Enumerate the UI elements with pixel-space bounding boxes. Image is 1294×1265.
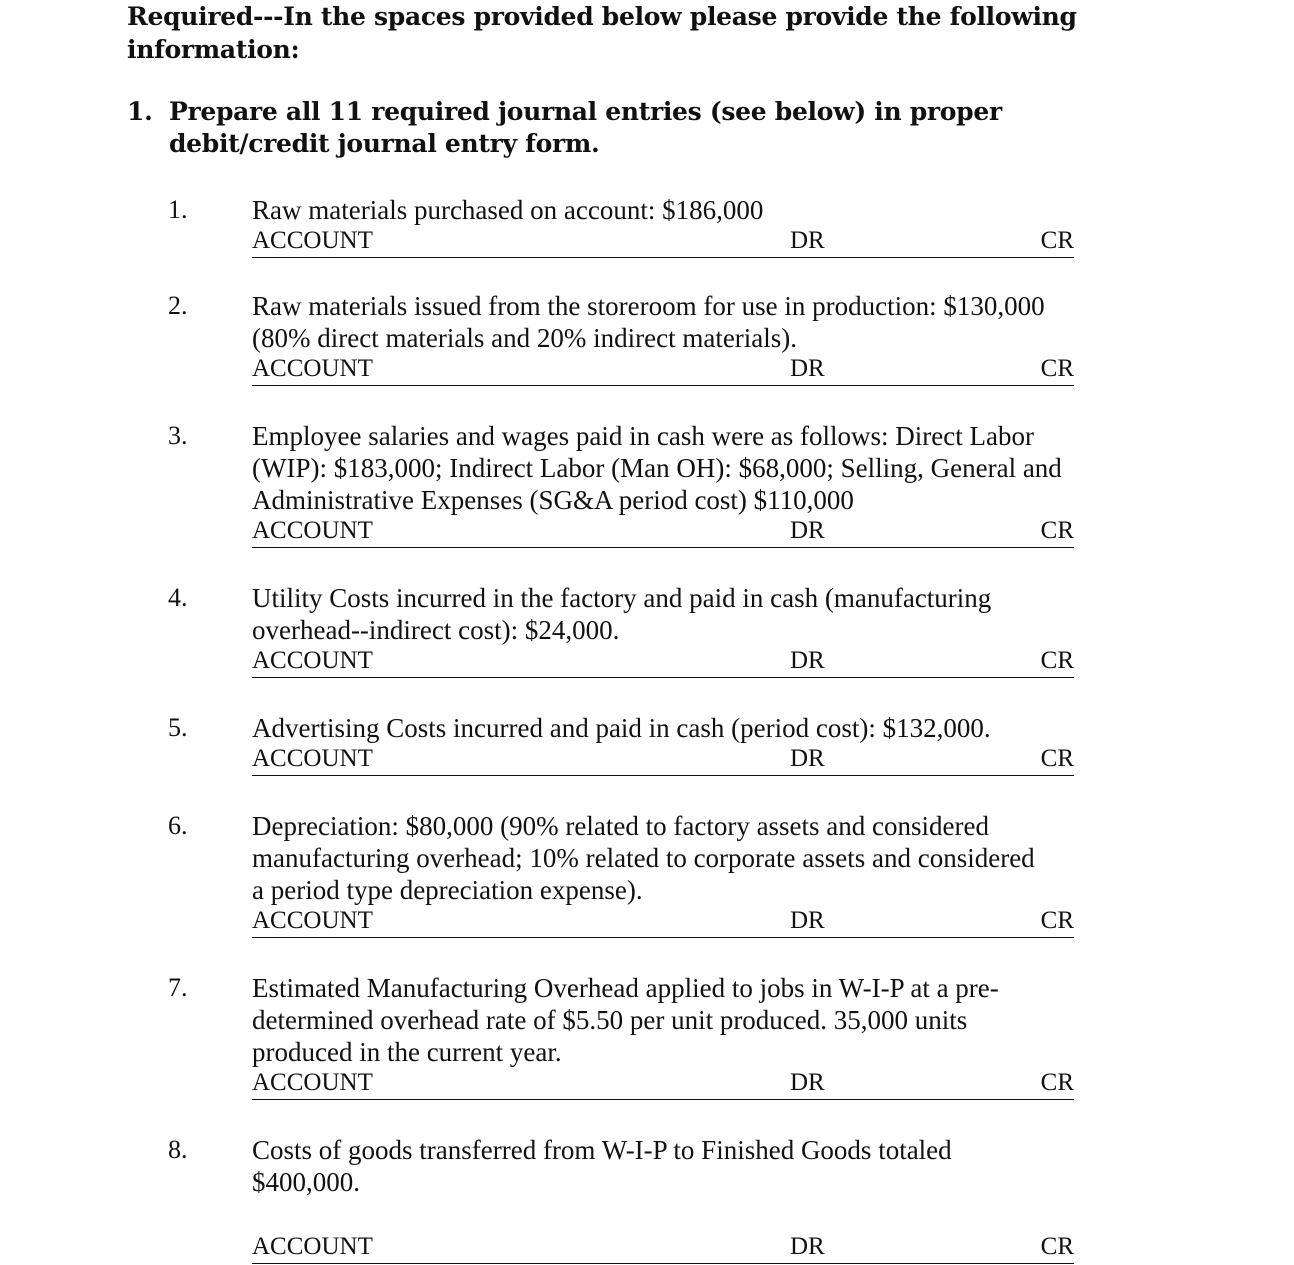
entry-description [252,194,1132,226]
credit-label: CR [1040,355,1074,382]
credit-label: CR [1040,647,1074,674]
account-label: ACCOUNT [252,647,373,674]
question-number: 1. [127,97,153,126]
entry-number: 4. [168,583,188,612]
entry-line: overhead--indirect cost): $24,000. [252,615,620,645]
account-label: ACCOUNT [252,1069,373,1096]
entry-line: Administrative Expenses (SG&A period cost) $110,000 [252,485,854,515]
question-text: Prepare all 11 required journal entries (see below) in proper debit/credit journal entry form. [169,97,1002,158]
credit-label: CR [1040,1069,1074,1096]
credit-label: CR [1040,745,1074,772]
entry-line: Employee salaries and wages paid in cash were as follows: Direct Labor [252,421,1034,451]
debit-label: DR [790,1069,825,1096]
entry-line: determined overhead rate of $5.50 per unit produced. 35,000 units [252,1005,968,1035]
credit-label: CR [1040,517,1074,544]
entry-number: 5. [168,713,188,742]
ledger-row[interactable] [252,1232,1074,1264]
debit-label: DR [790,1233,825,1260]
entry-number: 2. [168,291,188,320]
entry-description [252,712,1132,744]
account-label: ACCOUNT [252,355,373,382]
ledger-row[interactable] [252,906,1074,938]
account-label: ACCOUNT [252,745,373,772]
entry-description [252,810,1132,906]
question-1 [127,96,1127,160]
entry-line: a period type depreciation expense). [252,875,643,905]
entry-line: Estimated Manufacturing Overhead applied to jobs in W-I-P at a pre- [252,973,999,1003]
entry-line: (WIP): $183,000; Indirect Labor (Man OH): $68,000; Selling, General and [252,453,1062,483]
entry-number: 7. [168,973,188,1002]
debit-label: DR [790,745,825,772]
entry-description [252,1134,1132,1198]
credit-label: CR [1040,907,1074,934]
page-heading: Required---In the spaces provided below please provide the following information: [127,2,1077,64]
account-label: ACCOUNT [252,1233,373,1260]
entry-number: 8. [168,1135,188,1164]
debit-label: DR [790,355,825,382]
ledger-row[interactable] [252,516,1074,548]
entry-number: 6. [168,811,188,840]
entry-description [252,290,1132,354]
debit-label: DR [790,647,825,674]
entry-line: produced in the current year. [252,1037,562,1067]
entry-line: Raw materials issued from the storeroom for use in production: $130,000 [252,291,1045,321]
account-label: ACCOUNT [252,227,373,254]
entry-number: 1. [168,195,188,224]
ledger-row[interactable] [252,744,1074,776]
ledger-row[interactable] [252,354,1074,386]
debit-label: DR [790,907,825,934]
entry-line: (80% direct materials and 20% indirect materials). [252,323,798,353]
credit-label: CR [1040,227,1074,254]
ledger-row[interactable] [252,646,1074,678]
account-label: ACCOUNT [252,907,373,934]
entry-line: manufacturing overhead; 10% related to corporate assets and considered [252,843,1035,873]
entry-line: Costs of goods transferred from W-I-P to Finished Goods totaled [252,1135,952,1165]
entry-line: Utility Costs incurred in the factory and paid in cash (manufacturing [252,583,992,613]
credit-label: CR [1040,1233,1074,1260]
entry-number: 3. [168,421,188,450]
entry-line: Advertising Costs incurred and paid in cash (period cost): $132,000. [252,713,991,743]
entry-line: $400,000. [252,1167,360,1197]
debit-label: DR [790,227,825,254]
entry-line: Raw materials purchased on account: $186,000 [252,195,764,225]
entry-description [252,972,1132,1068]
entry-line: Depreciation: $80,000 (90% related to factory assets and considered [252,811,989,841]
ledger-row[interactable] [252,226,1074,258]
entry-description [252,420,1132,516]
debit-label: DR [790,517,825,544]
account-label: ACCOUNT [252,517,373,544]
entry-description [252,582,1132,646]
ledger-row[interactable] [252,1068,1074,1100]
